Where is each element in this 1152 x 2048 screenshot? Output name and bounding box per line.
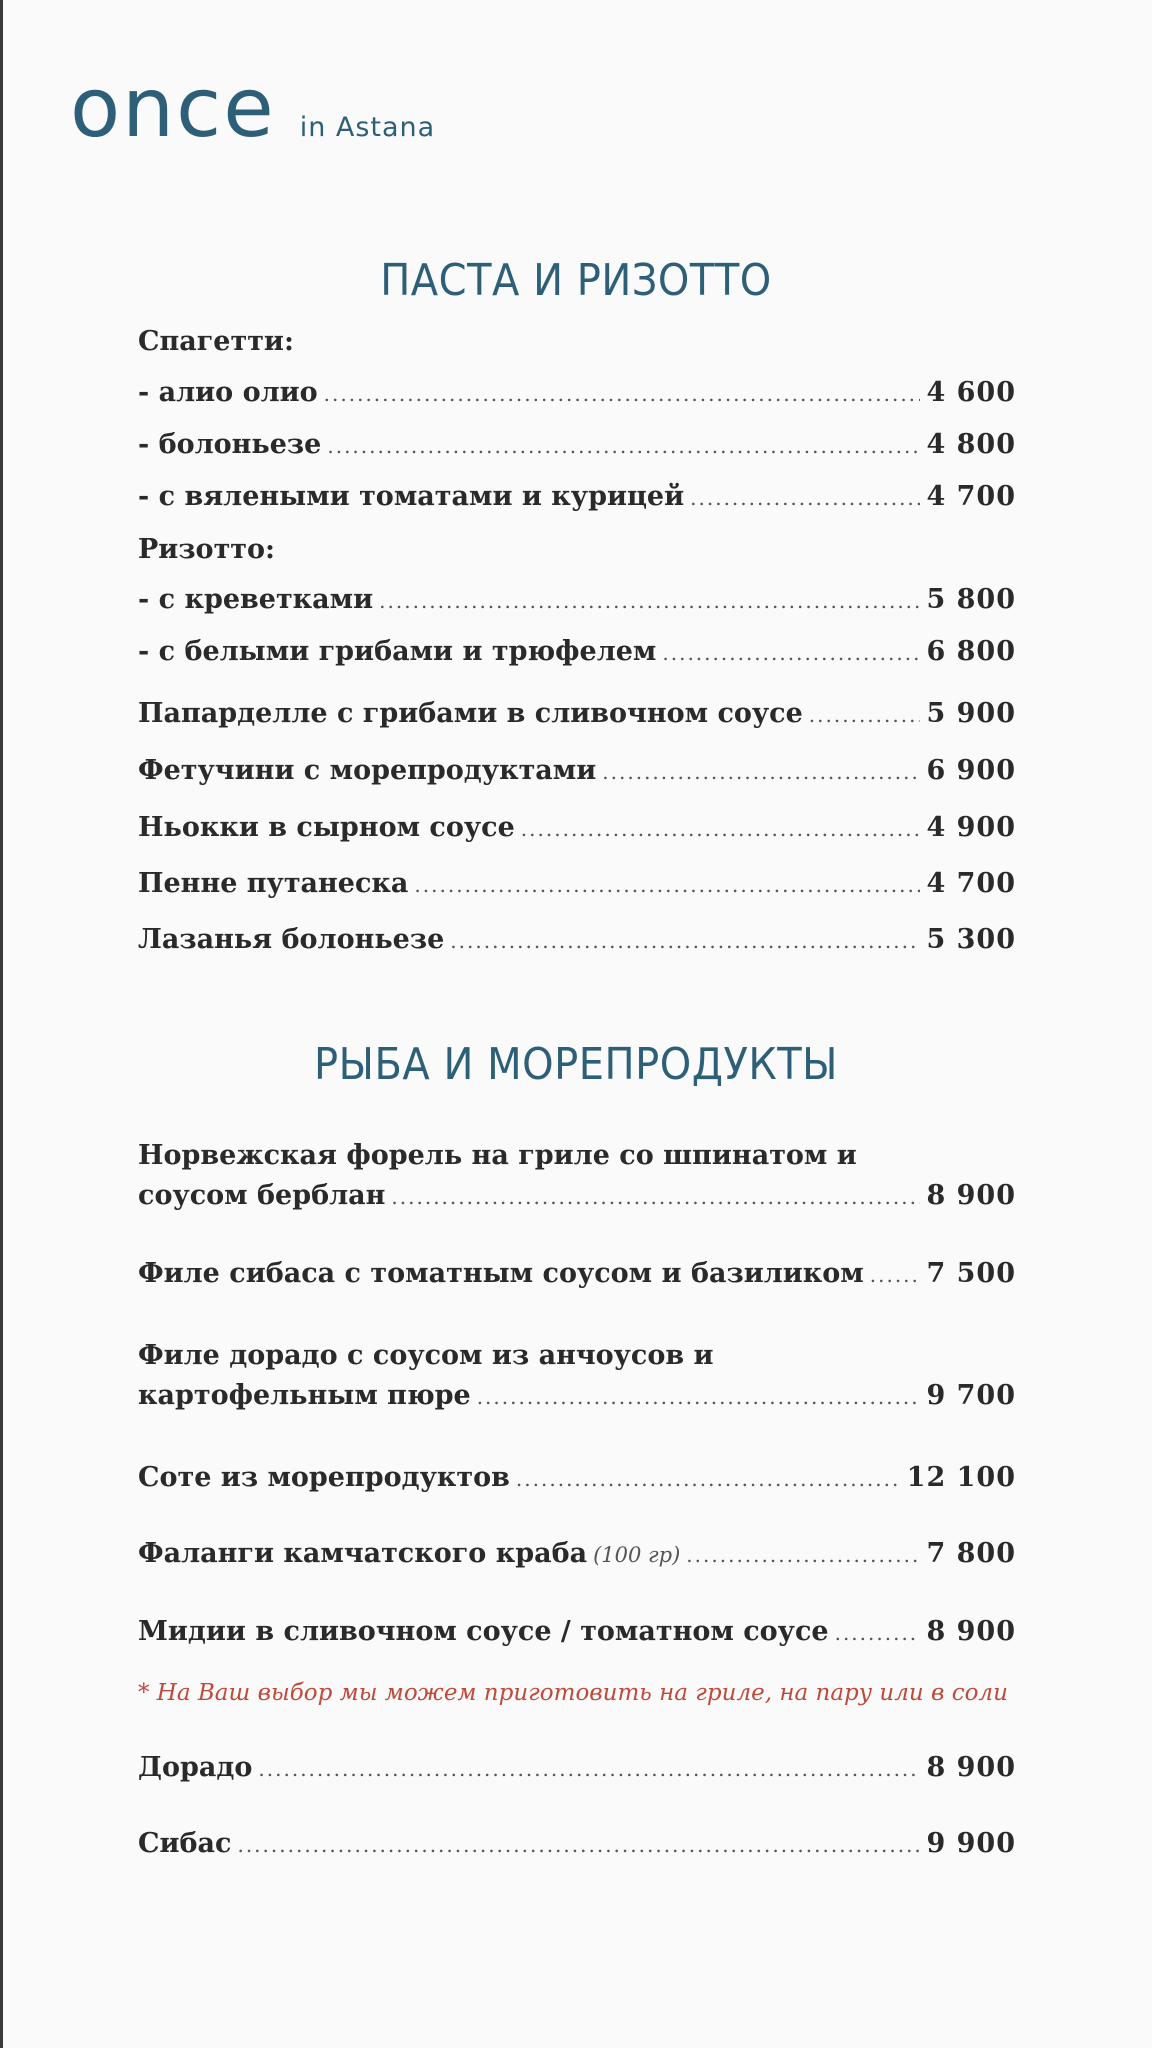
section-title-seafood: РЫБА И МОРЕПРОДУКТЫ bbox=[314, 1040, 838, 1090]
menu-item bbox=[138, 1336, 1016, 1417]
item-price: 4 900 bbox=[926, 812, 1016, 843]
dot-leader bbox=[809, 695, 921, 735]
menu-item bbox=[138, 864, 1016, 905]
page-border bbox=[0, 0, 3, 2048]
menu-item bbox=[138, 1748, 1016, 1789]
dot-leader bbox=[379, 581, 920, 621]
item-name: Соте из морепродуктов bbox=[138, 1462, 510, 1493]
item-price: 6 800 bbox=[926, 636, 1016, 667]
item-price: 7 800 bbox=[926, 1538, 1016, 1569]
item-price: 5 900 bbox=[926, 698, 1016, 729]
item-price: 6 900 bbox=[926, 755, 1016, 786]
item-name: картофельным пюре bbox=[138, 1380, 471, 1411]
dot-leader bbox=[237, 1825, 920, 1865]
item-price: 4 700 bbox=[926, 868, 1016, 899]
item-name: - с белыми грибами и трюфелем bbox=[138, 636, 657, 667]
item-price: 5 800 bbox=[926, 584, 1016, 615]
dot-leader bbox=[414, 865, 920, 905]
item-price: 8 900 bbox=[926, 1616, 1016, 1647]
section-title-pasta: ПАСТА И РИЗОТТО bbox=[380, 256, 772, 306]
item-price: 5 300 bbox=[926, 924, 1016, 955]
dot-leader bbox=[258, 1749, 920, 1789]
item-price: 4 800 bbox=[926, 429, 1016, 460]
preparation-note: * На Ваш выбор мы можем приготовить на гриле, на пару или в соли bbox=[138, 1680, 1008, 1706]
menu-item bbox=[138, 751, 1016, 792]
brand-name: once bbox=[70, 61, 276, 156]
item-name: Филе сибаса с томатным соусом и базиликом bbox=[138, 1258, 864, 1289]
item-price: 9 700 bbox=[926, 1380, 1016, 1411]
menu-item bbox=[138, 373, 1016, 414]
item-price: 12 100 bbox=[906, 1462, 1016, 1493]
item-weight: (100 гр) bbox=[593, 1543, 681, 1567]
dot-leader bbox=[690, 478, 920, 518]
item-name: соусом берблан bbox=[138, 1180, 386, 1211]
dot-leader bbox=[327, 426, 920, 466]
item-name: Пенне путанеска bbox=[138, 868, 409, 899]
subhead-risotto: Ризотто: bbox=[138, 534, 276, 565]
menu-item bbox=[138, 477, 1016, 518]
item-name: Дорадо bbox=[138, 1752, 253, 1783]
item-name: Фетучини с морепродуктами bbox=[138, 755, 597, 786]
item-name: - болоньезе bbox=[138, 429, 322, 460]
menu-item bbox=[138, 580, 1016, 621]
item-name: - алио олио bbox=[138, 377, 318, 408]
menu-item bbox=[138, 1612, 1016, 1653]
item-price: 8 900 bbox=[926, 1180, 1016, 1211]
item-price: 4 700 bbox=[926, 481, 1016, 512]
item-name: Мидии в сливочном соусе / томатном соусе bbox=[138, 1616, 829, 1647]
menu-item bbox=[138, 425, 1016, 466]
menu-item bbox=[138, 1534, 1016, 1575]
dot-leader bbox=[662, 633, 920, 673]
menu-item bbox=[138, 1136, 1016, 1217]
item-price: 9 900 bbox=[926, 1828, 1016, 1859]
menu-item bbox=[138, 808, 1016, 849]
menu-item bbox=[138, 1458, 1016, 1499]
subhead-spaghetti: Спагетти: bbox=[138, 326, 294, 357]
brand-logo bbox=[70, 61, 436, 158]
menu-item bbox=[138, 1254, 1016, 1295]
item-price: 7 500 bbox=[926, 1258, 1016, 1289]
item-name-line1: Филе дорадо с соусом из анчоусов и bbox=[138, 1340, 714, 1371]
brand-sub: in Astana bbox=[299, 112, 436, 143]
item-price: 8 900 bbox=[926, 1752, 1016, 1783]
item-name: Сибас bbox=[138, 1828, 232, 1859]
dot-leader bbox=[477, 1377, 921, 1417]
item-name: Ньокки в сырном соусе bbox=[138, 812, 515, 843]
item-name: Папарделле с грибами в сливочном соусе bbox=[138, 698, 803, 729]
dot-leader bbox=[835, 1613, 921, 1653]
dot-leader bbox=[450, 921, 920, 961]
dot-leader bbox=[521, 809, 921, 849]
dot-leader bbox=[516, 1459, 901, 1499]
dot-leader bbox=[686, 1535, 920, 1575]
item-price: 4 600 bbox=[926, 377, 1016, 408]
item-name: Фаланги камчатского краба bbox=[138, 1538, 588, 1569]
item-name: - с креветками bbox=[138, 584, 374, 615]
menu-item bbox=[138, 632, 1016, 673]
item-name: - с вялеными томатами и курицей bbox=[138, 481, 685, 512]
item-name-line1: Норвежская форель на гриле со шпинатом и bbox=[138, 1140, 857, 1171]
menu-item bbox=[138, 1824, 1016, 1865]
dot-leader bbox=[324, 374, 921, 414]
menu-item bbox=[138, 694, 1016, 735]
dot-leader bbox=[391, 1177, 920, 1217]
menu-item bbox=[138, 920, 1016, 961]
dot-leader bbox=[602, 752, 920, 792]
item-name: Лазанья болоньезе bbox=[138, 924, 445, 955]
dot-leader bbox=[870, 1255, 921, 1295]
